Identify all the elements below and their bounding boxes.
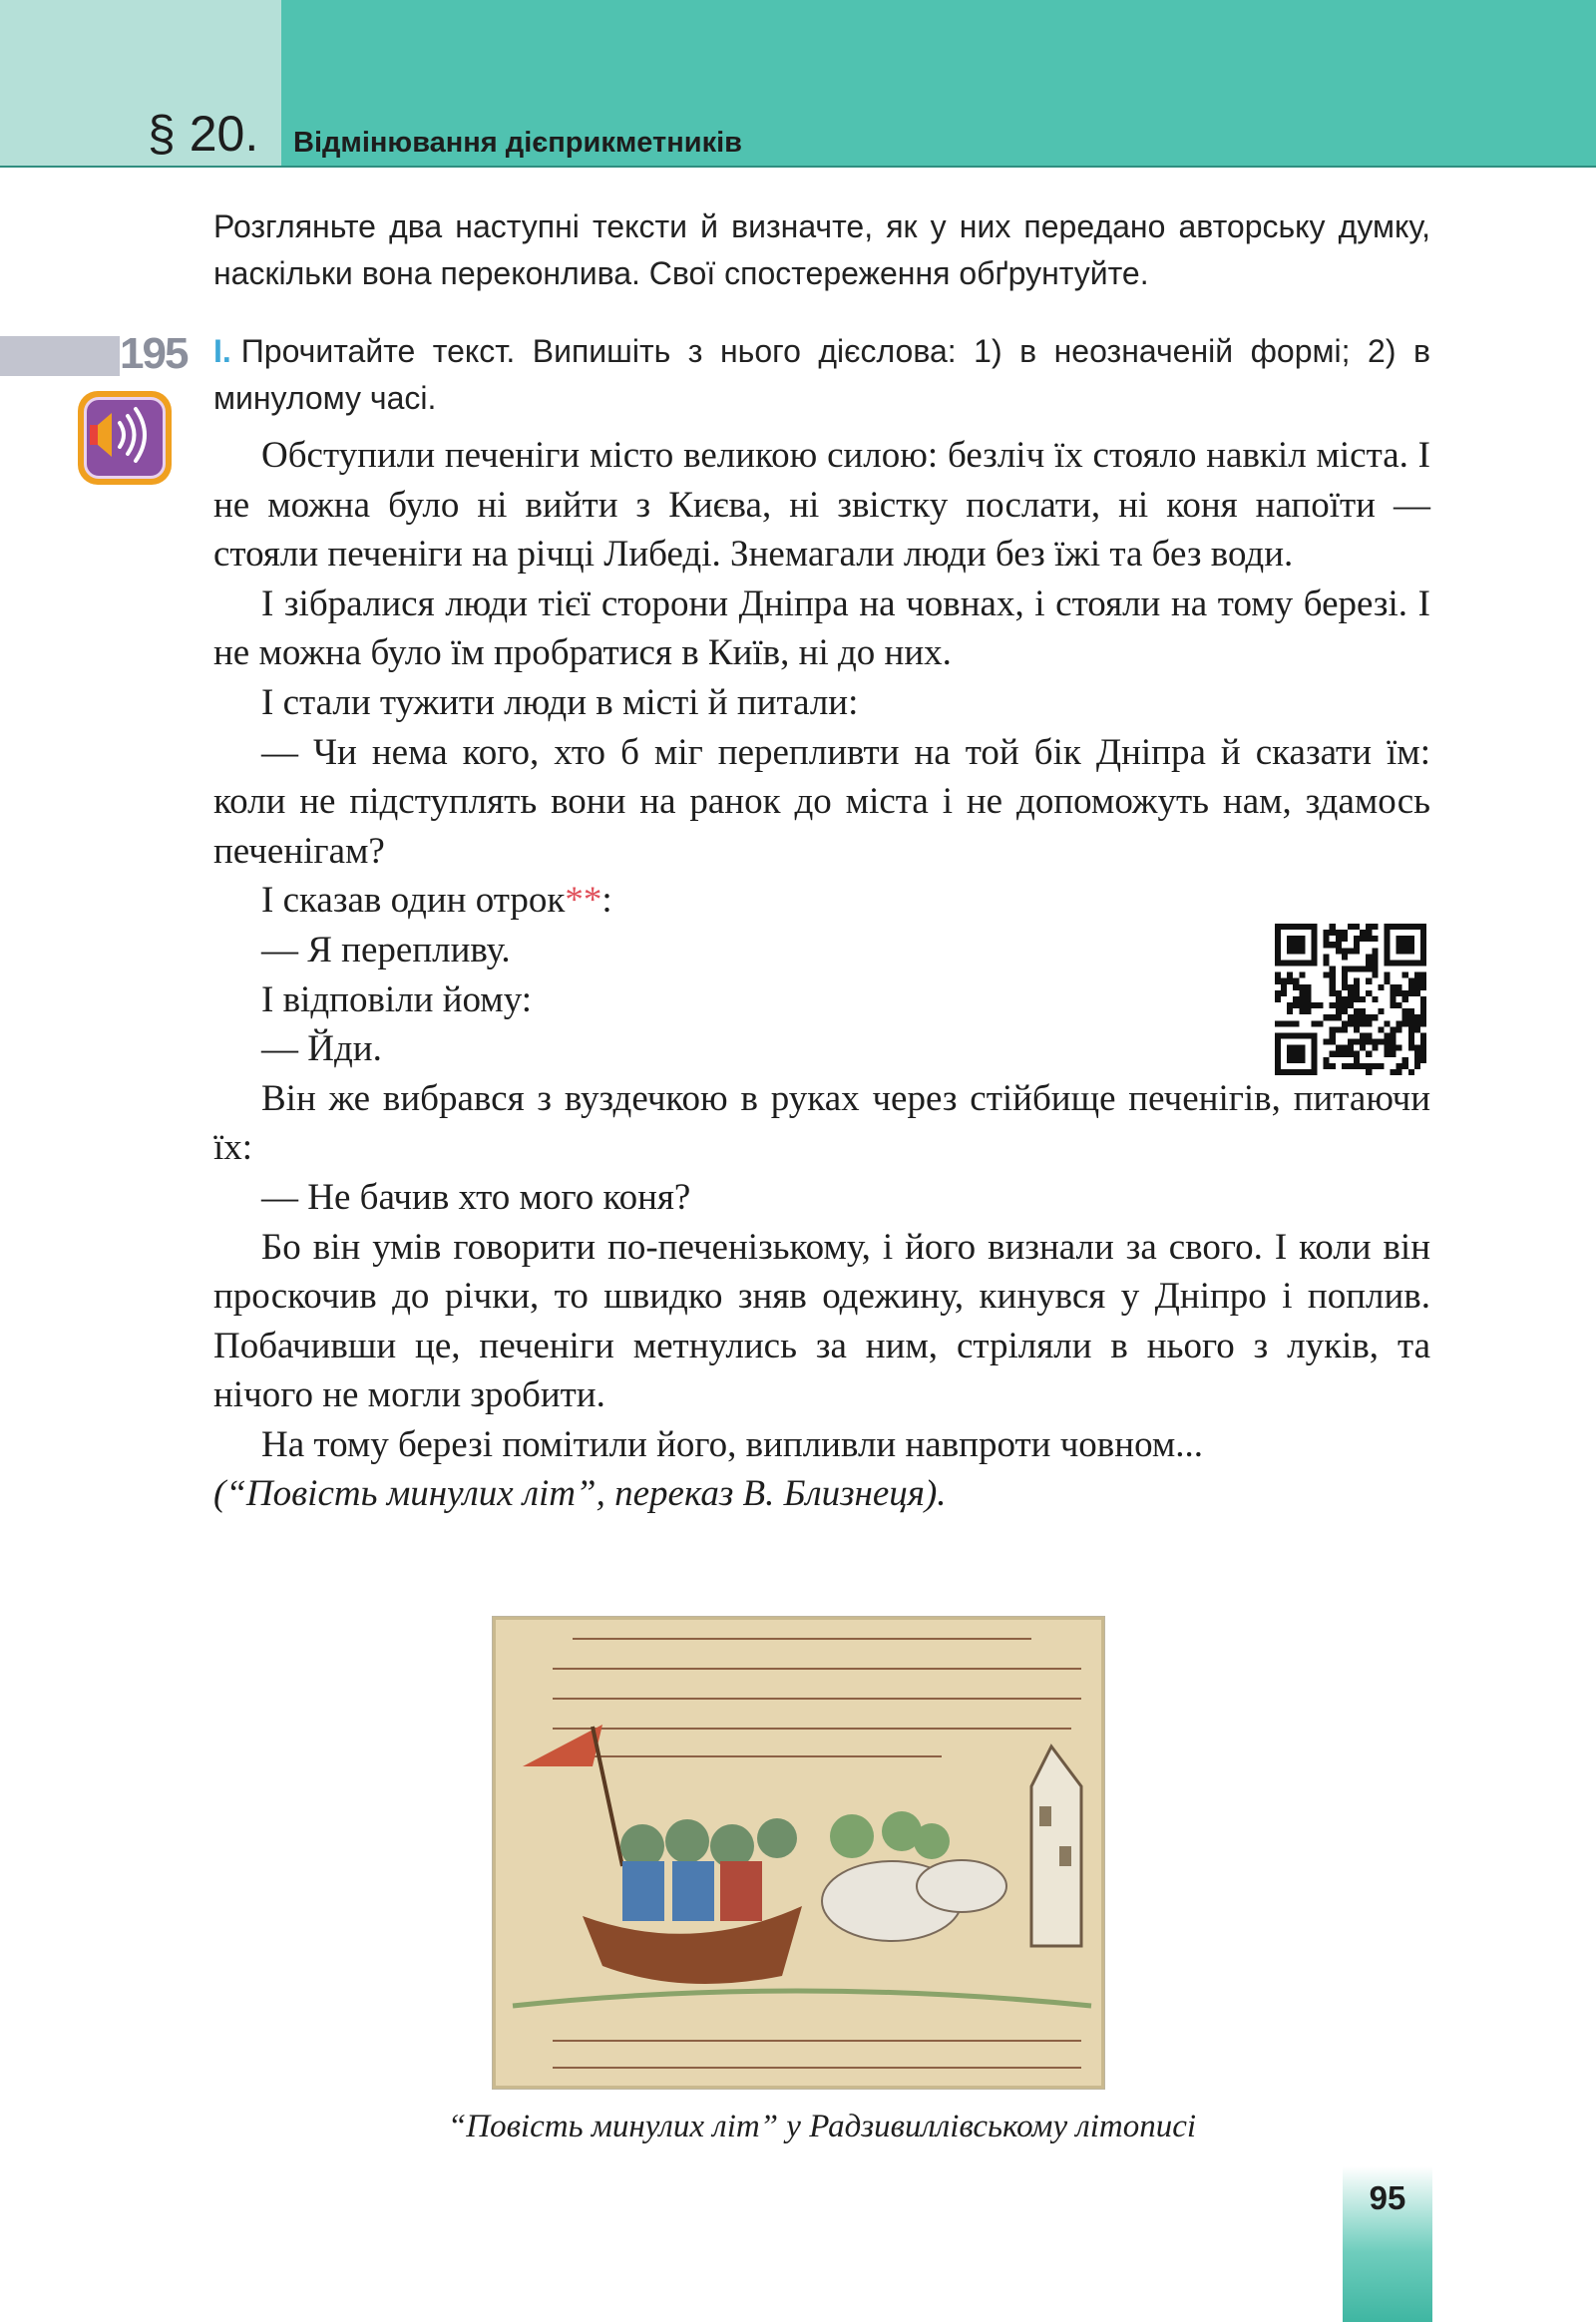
- illustration-caption: “Повість минулих літ” у Радзивиллівському літописі: [447, 2109, 1197, 2144]
- footnote-mark: **: [565, 880, 602, 922]
- section-number: § 20.: [148, 106, 259, 162]
- story-paragraph: — Йди.: [261, 1028, 382, 1070]
- page-number: 95: [1369, 2179, 1406, 2216]
- exercise-instruction: [213, 328, 1430, 422]
- header-underline: [0, 166, 1596, 168]
- story-paragraph: І стали тужити люди в місті й питали:: [261, 681, 859, 723]
- story-line-end: :: [601, 880, 612, 922]
- section-title: Відмінювання дієприкметників: [293, 127, 742, 159]
- chronicle-illustration: [492, 1616, 1105, 2090]
- exercise-number: 195: [120, 329, 188, 378]
- exercise-marker-bar: [0, 336, 120, 376]
- story-paragraph: — Не бачив хто мого коня?: [261, 1176, 691, 1218]
- story-paragraph: І зібралися люди тієї сторони Дніпра на човнах, і стояли на тому березі. І не можна було їм пробратися в Київ, ні до них.: [213, 582, 1430, 674]
- story-paragraph: Він же вибрався з вуздечкою в руках через стійбище печенігів, питаючи їх:: [213, 1077, 1430, 1169]
- story-paragraph: [213, 876, 1430, 926]
- story-source: (“Повість минулих літ”, переказ В. Близнеця).: [213, 1473, 947, 1515]
- story-text: [213, 431, 1430, 1519]
- task-roman-numeral: І.: [213, 333, 231, 369]
- story-paragraph: Бо він умів говорити по-печенізькому, і його визнали за свого. І коли він проскочив до річки, то швидко зняв одежину, кинувся у Дніпро і поплив. Побачивши це, печеніги метнулись за ним, стріляли в нього з луків, та нічого не могли зробити.: [213, 1226, 1430, 1416]
- story-paragraph: — Я перепливу.: [261, 929, 511, 970]
- speaker-icon: [84, 397, 166, 479]
- qr-code-icon[interactable]: [1275, 924, 1426, 1075]
- story-paragraph: Обступили печеніги місто великою силою: безліч їх стояло навкіл міста. І не можна було ні вийти з Києва, ні звістку послати, ні коня напоїти — стояли печеніги на річці Либеді. Знемагали люди без їжі та без води.: [213, 435, 1430, 576]
- story-paragraph: — Чи нема кого, хто б міг перепливти на той бік Дніпра й сказати їм: коли не підступлять вони на ранок до міста і не допоможуть нам, здамось печенігам?: [213, 731, 1430, 872]
- intro-paragraph: Розгляньте два наступні тексти й визначте, як у них передано авторську думку, наскільки вона переконлива. Свої спостереження обґрунтуйте.: [213, 208, 1430, 291]
- task-text: Прочитайте текст. Випишіть з нього дієслова: 1) в неозначеній формі; 2) в минулому часі.: [213, 333, 1430, 416]
- story-paragraph: І відповіли йому:: [261, 978, 533, 1020]
- story-line: І сказав один отрок: [261, 880, 566, 922]
- audio-button[interactable]: [78, 391, 172, 485]
- story-paragraph: На тому березі помітили його, випливли навпроти човном...: [261, 1423, 1204, 1465]
